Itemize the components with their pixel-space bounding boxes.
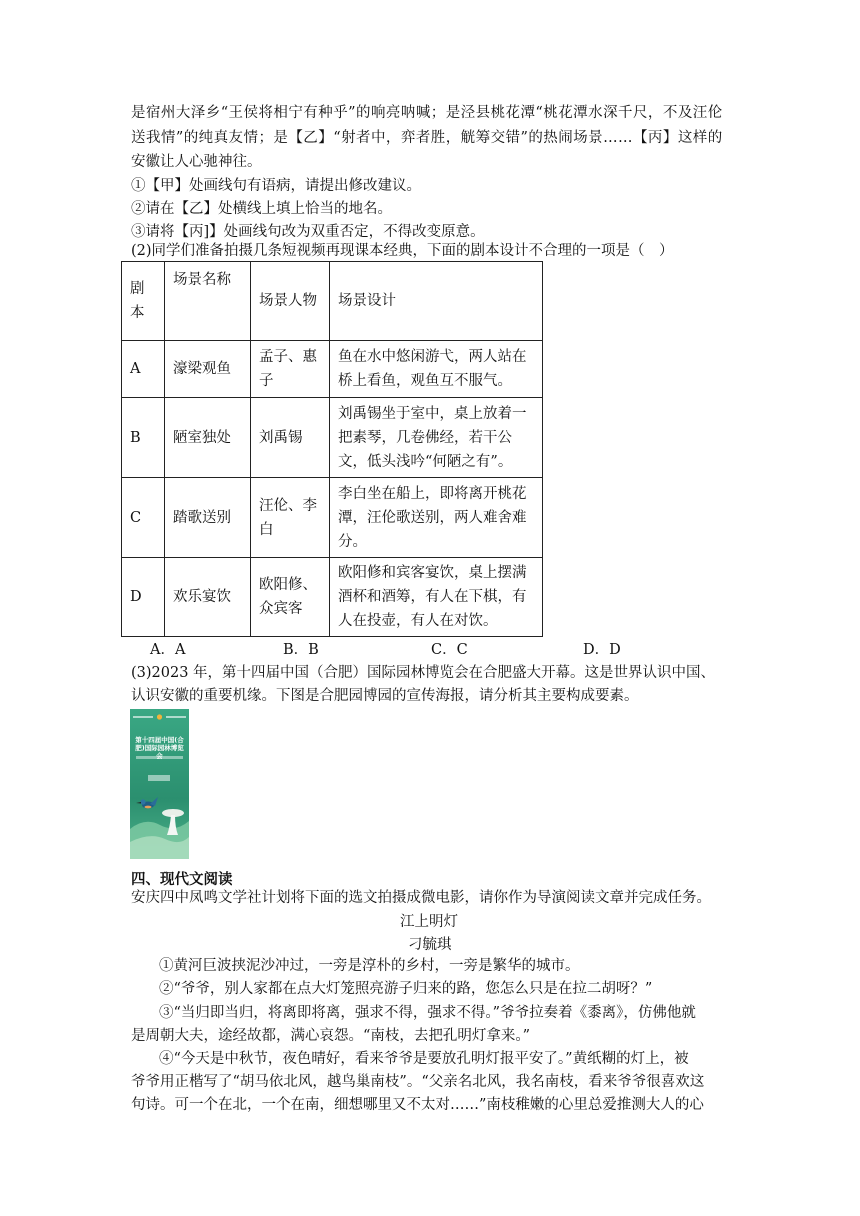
paragraph-line: 爷爷用正楷写了“胡马依北风，越鸟巢南枝”。“父亲名北风，我名南枝，看来爷爷很喜欢这 — [131, 1074, 705, 1090]
row-option: D — [122, 558, 165, 637]
paragraph-line: 是周朝大夫，途经故都，满心哀怨。“南枝，去把孔明灯拿来。” — [131, 1028, 531, 1044]
row-scene-name: 濠梁观鱼 — [165, 341, 251, 398]
script-table — [121, 261, 543, 637]
paragraph-line: ②“爷爷，别人家都在点大灯笼照亮游子归来的路，您怎么只是在拉二胡呀？” — [159, 981, 653, 997]
row-option: A — [122, 341, 165, 398]
poster-illustration — [130, 787, 189, 859]
intro-line: 送我情”的纯真友情；是【乙】“射者中，弈者胜，觥筹交错”的热闹场景……【丙】这样的 — [131, 130, 723, 146]
table-row — [122, 398, 543, 478]
kingfisher-bird-icon — [136, 797, 158, 809]
row-scene-name: 踏歌送别 — [165, 478, 251, 558]
table-row — [122, 478, 543, 558]
header-cell-script: 剧本 — [122, 262, 165, 341]
paragraph-line: ①黄河巨波挟泥沙冲过，一旁是淳朴的乡村，一旁是繁华的城市。 — [159, 958, 580, 974]
article-title: 江上明灯 — [400, 914, 458, 930]
row-design: 刘禹锡坐于室中，桌上放着一把素琴，几卷佛经，若干公文，低头浅吟“何陋之有”。 — [330, 398, 543, 478]
task-2: ②请在【乙】处横线上填上恰当的地名。 — [131, 201, 392, 217]
row-characters: 孟子、惠子 — [251, 341, 330, 398]
row-characters: 刘禹锡 — [251, 398, 330, 478]
row-scene-name: 欢乐宴饮 — [165, 558, 251, 637]
task-3: ③请将【丙]】处画线句改为双重否定，不得改变原意。 — [131, 224, 485, 240]
question-2: (2)同学们准备拍摄几条短视频再现课本经典，下面的剧本设计不合理的一项是（ ） — [131, 243, 674, 259]
poster-subtitle — [136, 756, 183, 759]
paragraph-line: ④“今天是中秋节，夜色晴好，看来爷爷是要放孔明灯报平安了。”黄纸糊的灯上，被 — [159, 1051, 689, 1067]
table-header-row — [122, 262, 543, 341]
expo-poster-image — [130, 709, 189, 859]
paragraph-line: ③“当归即当归，将离即将离，强求不得，强求不得。”爷爷拉奏着《黍离》，仿佛他就 — [159, 1005, 696, 1021]
row-design: 欧阳修和宾客宴饮，桌上摆满酒杯和酒筹，有人在下棋，有人在投壶，有人在对饮。 — [330, 558, 543, 637]
row-option: C — [122, 478, 165, 558]
article-author: 刁毓琪 — [408, 937, 452, 953]
intro-line: 安徽让人心驰神往。 — [131, 154, 262, 170]
header-cell-characters: 场景人物 — [251, 262, 330, 341]
row-design: 鱼在水中悠闲游弋，两人站在桥上看鱼，观鱼互不服气。 — [330, 341, 543, 398]
choice-b: B．B — [283, 642, 319, 658]
question-3-line: (3)2023 年，第十四届中国（合肥）国际园林博览会在合肥盛大开幕。这是世界认识中国、 — [131, 665, 716, 681]
choice-c: C．C — [431, 642, 468, 658]
section-intro: 安庆四中凤鸣文学社计划将下面的选文拍摄成微电影，请你作为导演阅读文章并完成任务。 — [131, 890, 711, 906]
row-option: B — [122, 398, 165, 478]
intro-line: 是宿州大泽乡“王侯将相宁有种乎”的响亮呐喊；是泾县桃花潭“桃花潭水深千尺，不及汪伦 — [131, 105, 723, 121]
poster-date — [148, 775, 170, 781]
poster-title: 第十四届中国(合肥)国际园林博览会 — [135, 736, 184, 760]
header-cell-design: 场景设计 — [330, 262, 543, 341]
header-cell-scene-name: 场景名称 — [165, 262, 251, 341]
row-characters: 欧阳修、众宾客 — [251, 558, 330, 637]
choice-d: D．D — [583, 642, 621, 658]
row-scene-name: 陋室独处 — [165, 398, 251, 478]
poster-top-bar — [133, 714, 186, 720]
row-characters: 汪伦、李白 — [251, 478, 330, 558]
section-heading: 四、现代文阅读 — [131, 872, 233, 888]
table-row — [122, 341, 543, 398]
paragraph-line: 句诗。可一个在北，一个在南，细想哪里又不太对……”南枝稚嫩的心里总爱推测大人的心 — [131, 1097, 704, 1113]
row-design: 李白坐在船上，即将离开桃花潭，汪伦歌送别，两人难舍难分。 — [330, 478, 543, 558]
task-1: ①【甲】处画线句有语病，请提出修改建议。 — [131, 178, 421, 194]
choice-a: A．A — [150, 642, 186, 658]
question-3-line: 认识安徽的重要机缘。下图是合肥园博园的宣传海报，请分析其主要构成要素。 — [131, 688, 639, 704]
poster-logo-icon — [157, 714, 162, 719]
table-row — [122, 558, 543, 637]
